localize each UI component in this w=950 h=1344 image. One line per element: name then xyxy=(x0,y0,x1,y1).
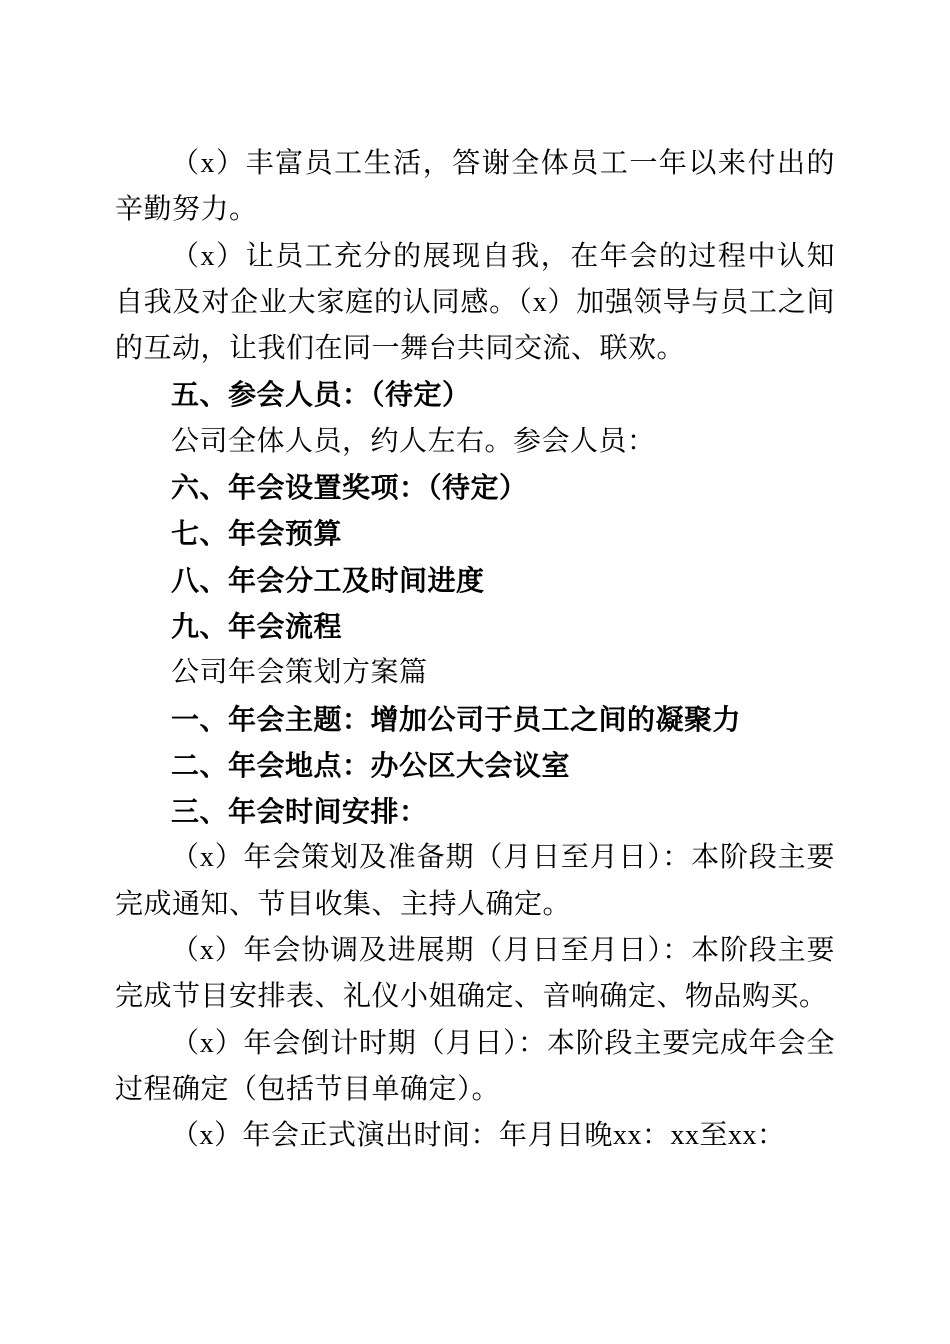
paragraph: 二、年会地点：办公区大会议室 xyxy=(171,749,571,781)
paragraph: 公司全体人员，约人左右。参会人员： xyxy=(171,425,656,457)
paragraph: 八、年会分工及时间进度 xyxy=(171,564,485,596)
paragraph: （x）让员工充分的展现自我，在年会的过程中认知自我及对企业大家庭的认同感。（x）加强领导与员工之间的互动，让我们在同一舞台共同交流、联欢。 xyxy=(115,240,835,365)
paragraph: 六、年会设置奖项：（待定） xyxy=(171,472,528,504)
paragraph: （x）年会正式演出时间：年月日晚xx：xx至xx： xyxy=(171,1120,786,1152)
paragraph: 一、年会主题：增加公司于员工之间的凝聚力 xyxy=(171,703,742,735)
paragraph: 七、年会预算 xyxy=(171,518,343,550)
paragraph: （x）年会倒计时期（月日）：本阶段主要完成年会全过程确定（包括节目单确定）。 xyxy=(115,1027,835,1105)
paragraph: （x）年会协调及进展期（月日至月日）：本阶段主要完成节目安排表、礼仪小姐确定、音响确定、物品购买。 xyxy=(115,935,835,1013)
paragraph: （x）年会策划及准备期（月日至月日）：本阶段主要完成通知、节目收集、主持人确定。 xyxy=(115,842,835,920)
paragraph: 公司年会策划方案篇 xyxy=(171,657,428,689)
document-content xyxy=(115,141,835,1160)
paragraph: 五、参会人员：（待定） xyxy=(171,379,471,411)
paragraph: 九、年会流程 xyxy=(171,610,343,642)
paragraph: 三、年会时间安排： xyxy=(171,796,428,828)
paragraph: （x）丰富员工生活，答谢全体员工一年以来付出的辛勤努力。 xyxy=(115,148,835,226)
